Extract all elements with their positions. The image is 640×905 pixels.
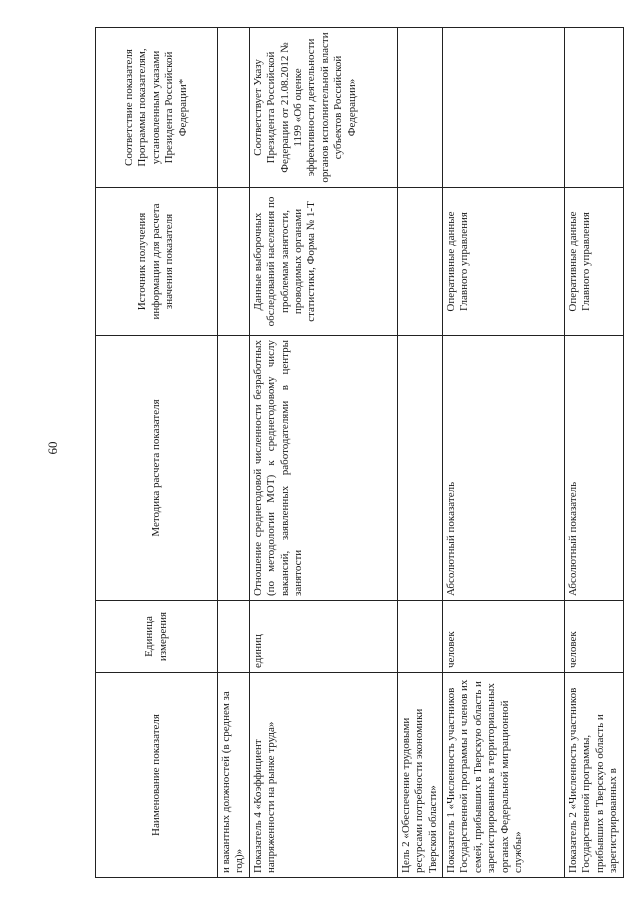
rotated-page-content bbox=[95, 28, 620, 878]
row-method bbox=[218, 336, 250, 601]
row-name: Цель 2 «Обеспечение трудовыми ресурсами потребности экономики Тверской области» bbox=[397, 673, 442, 878]
row-source: Данные выборочных обследований населения по проблемам занятости, проводимых органами статистики, Форма № 1-Т bbox=[249, 188, 397, 336]
header-source: Источник получения информации для расчета значения показателя bbox=[96, 188, 218, 336]
row-correspondence bbox=[397, 28, 442, 188]
row-correspondence: Соответствует Указу Президента Российской Федерации от 21.08.2012 № 1199 «Об оценке эффективности деятельности органов исполнительной власти субъектов Российской Федерации» bbox=[249, 28, 397, 188]
table-row bbox=[249, 28, 397, 878]
header-correspondence: Соответствие показателя Программы показателям, установленным указами Президента Российской Федерации* bbox=[96, 28, 218, 188]
row-name: и вакантных должностей (в среднем за год)» bbox=[218, 673, 250, 878]
table-row bbox=[443, 28, 565, 878]
row-source bbox=[218, 188, 250, 336]
table-row bbox=[218, 28, 250, 878]
row-method: Отношение среднегодовой численности безработных (по методологии МОТ) к среднегодовому числу вакансий, заявленных работодателями в центры занятости bbox=[249, 336, 397, 601]
row-unit: человек bbox=[443, 601, 565, 673]
indicator-table bbox=[95, 27, 624, 878]
row-name: Показатель 2 «Численность участников Государственной программы, прибывших в Тверскую область и зарегистрированных в bbox=[565, 673, 624, 878]
table-header-row bbox=[96, 28, 218, 878]
row-method: Абсолютный показатель bbox=[565, 336, 624, 601]
row-unit bbox=[218, 601, 250, 673]
page-number: 60 bbox=[45, 441, 60, 455]
row-source bbox=[397, 188, 442, 336]
row-correspondence bbox=[443, 28, 565, 188]
row-source: Оперативные данные Главного управления bbox=[565, 188, 624, 336]
row-unit: единиц bbox=[249, 601, 397, 673]
header-method: Методика расчета показателя bbox=[96, 336, 218, 601]
header-name: Наименование показателя bbox=[96, 673, 218, 878]
row-name: Показатель 1 «Численность участников Государственной программы и членов их семей, прибывших в Тверскую область и зарегистрированных в территориальных органах Федеральной миграционной службы» bbox=[443, 673, 565, 878]
table-row bbox=[397, 28, 442, 878]
row-unit: человек bbox=[565, 601, 624, 673]
row-correspondence bbox=[218, 28, 250, 188]
table-row bbox=[565, 28, 624, 878]
row-method: Абсолютный показатель bbox=[443, 336, 565, 601]
row-name: Показатель 4 «Коэффициент напряженности на рынке труда» bbox=[249, 673, 397, 878]
row-method bbox=[397, 336, 442, 601]
row-source: Оперативные данные Главного управления bbox=[443, 188, 565, 336]
header-unit: Единица измерения bbox=[96, 601, 218, 673]
row-unit bbox=[397, 601, 442, 673]
row-correspondence bbox=[565, 28, 624, 188]
